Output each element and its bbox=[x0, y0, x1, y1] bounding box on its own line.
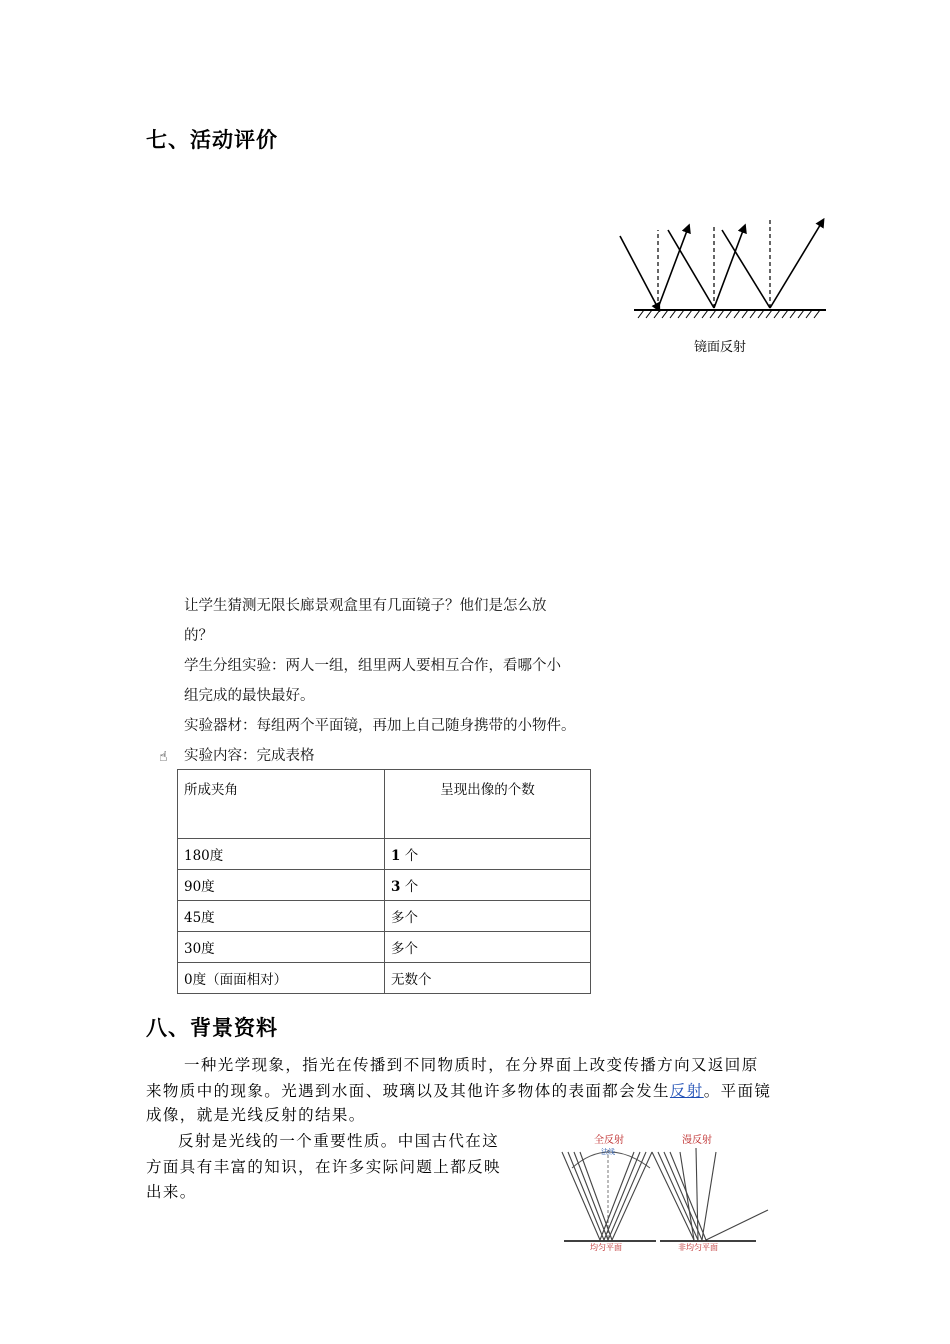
activity-line-4: 组完成的最快最好。 bbox=[184, 688, 315, 704]
cell-count: 1 个 bbox=[385, 839, 591, 870]
table-row bbox=[178, 901, 591, 932]
background-p2-line-3: 出来。 bbox=[146, 1183, 197, 1201]
table-row bbox=[178, 932, 591, 963]
header-angle: 所成夹角 bbox=[178, 770, 385, 839]
activity-line-1: 让学生猜测无限长廊景观盒里有几面镜子？他们是怎么放 bbox=[184, 598, 547, 614]
pointing-hand-icon: ☝ bbox=[159, 749, 168, 765]
cell-count: 多个 bbox=[385, 932, 591, 963]
diffuse-reflection-title: 漫反射 bbox=[682, 1135, 712, 1146]
table-row bbox=[178, 963, 591, 994]
reflection-link[interactable]: 反射 bbox=[669, 1082, 704, 1100]
uniform-surface-label: 均匀平面 bbox=[590, 1243, 622, 1252]
reflection-types-diagram bbox=[556, 1128, 780, 1254]
header-count: 呈现出像的个数 bbox=[385, 770, 591, 839]
cell-angle: 90度 bbox=[178, 870, 385, 901]
activity-line-6: 实验内容：完成表格 bbox=[184, 748, 315, 764]
table-header-row bbox=[178, 770, 591, 839]
activity-line-5: 实验器材：每组两个平面镜，再加上自己随身携带的小物件。 bbox=[184, 718, 576, 734]
background-p1-line-2: 来物质中的现象。光遇到水面、玻璃以及其他许多物体的表面都会发生反射。平面镜 bbox=[146, 1082, 772, 1100]
cell-angle: 45度 bbox=[178, 901, 385, 932]
normal-label: 法线 bbox=[601, 1148, 615, 1156]
activity-line-2: 的？ bbox=[184, 628, 213, 644]
section-8-heading: 八、背景资料 bbox=[146, 1016, 278, 1040]
cell-count: 多个 bbox=[385, 901, 591, 932]
section-7-heading: 七、活动评价 bbox=[146, 128, 278, 152]
experiment-table bbox=[177, 769, 591, 994]
nonuniform-surface-label: 非均匀平面 bbox=[678, 1243, 718, 1252]
cell-angle: 180度 bbox=[178, 839, 385, 870]
total-reflection-title: 全反射 bbox=[594, 1135, 624, 1146]
table-row bbox=[178, 870, 591, 901]
activity-line-3: 学生分组实验：两人一组，组里两人要相互合作，看哪个小 bbox=[184, 658, 561, 674]
background-p1-line-3: 成像，就是光线反射的结果。 bbox=[146, 1106, 366, 1124]
mirror-reflection-figure bbox=[614, 218, 838, 360]
cell-angle: 30度 bbox=[178, 932, 385, 963]
mirror-reflection-caption: 镜面反射 bbox=[694, 340, 747, 355]
cell-angle: 0度（面面相对） bbox=[178, 963, 385, 994]
background-p2-line-2: 方面具有丰富的知识，在许多实际问题上都反映 bbox=[146, 1158, 501, 1176]
cell-count: 3 个 bbox=[385, 870, 591, 901]
reflection-types-figure bbox=[556, 1128, 780, 1254]
background-p1-line-1: 一种光学现象，指光在传播到不同物质时，在分界面上改变传播方向又返回原 bbox=[184, 1056, 759, 1074]
table-row bbox=[178, 839, 591, 870]
background-p2-line-1: 反射是光线的一个重要性质。中国古代在这 bbox=[178, 1132, 500, 1150]
cell-count: 无数个 bbox=[385, 963, 591, 994]
